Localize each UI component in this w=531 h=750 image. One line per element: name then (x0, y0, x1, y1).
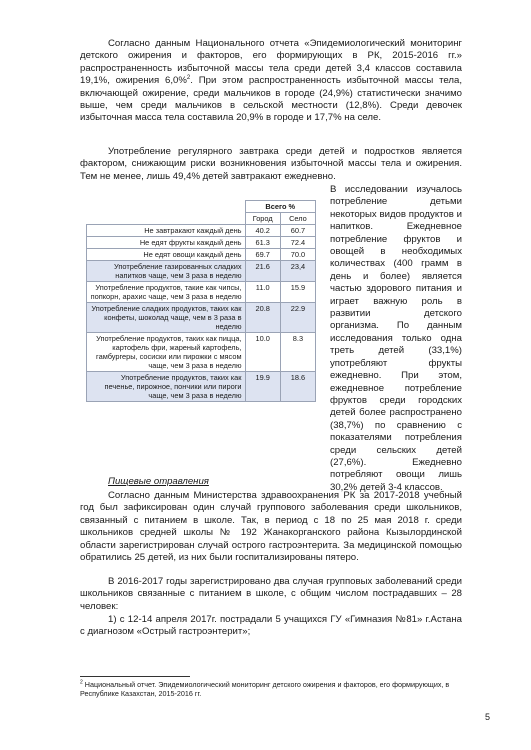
paragraph-case-1: 1) с 12-14 апреля 2017г. пострадали 5 учащихся ГУ «Гимназия №81» г.Астана с диагнозом «Острый гастроэнтерит»; (80, 614, 462, 638)
row-city-value: 69.7 (245, 249, 280, 261)
paragraph-2016-2017: В 2016-2017 годы зарегистрировано два случая групповых заболеваний среди школьников связанные с питанием в школе, с общим числом пострадавших – 28 человек: (80, 576, 462, 612)
paragraph-fruit-vegetables: В исследовании изучалось потребление детьми некоторых видов продуктов и напитков. Ежедневное потребление фруктов и овощей в необходимых количествах (400 грамм в день и более) является частью здорового питания и играет важную роль в развитии детского организма. По данным исследования только одна треть детей (33,1%) употребляют фрукты ежедневно. При этом, ежедневное потребление фруктов среди городских детей более распространено (38,7%) по сравнению с показателями потребления среди сельских детей (27,6%). Ежедневно потребляют овощи лишь 30,2% детей 3-4 классов. (330, 184, 462, 493)
row-village-value: 15.9 (280, 282, 315, 303)
table-row (87, 372, 316, 402)
row-label: Употребление газированных сладких напитков чаще, чем 3 раза в неделю (87, 261, 246, 282)
table-row (87, 261, 316, 282)
section-heading-food-poisoning: Пищевые отравления (108, 476, 209, 487)
row-label: Не едят фрукты каждый день (87, 237, 246, 249)
row-village-value: 8.3 (280, 333, 315, 372)
table-row (87, 225, 316, 237)
header-village: Село (280, 213, 315, 225)
page-number: 5 (485, 712, 491, 722)
header-total: Всего % (245, 201, 315, 213)
row-city-value: 11.0 (245, 282, 280, 303)
row-label: Употребление продуктов, таких как печенье, пирожное, пончики или пироги чаще, чем 3 раза в неделю (87, 372, 246, 402)
table-row (87, 237, 316, 249)
row-label: Употребление продуктов, такие как чипсы, попкорн, арахис чаще, чем 3 раза в неделю (87, 282, 246, 303)
paragraph-breakfast: Употребление регулярного завтрака среди детей и подростков является фактором, снижающим риски возникновения избыточной массы тела и ожирения. Тем не менее, лишь 49,4% детей завтракают ежедневно. (80, 146, 462, 182)
row-city-value: 61.3 (245, 237, 280, 249)
table-subheader-row (87, 213, 316, 225)
row-city-value: 40.2 (245, 225, 280, 237)
table-row (87, 333, 316, 372)
nutrition-table (86, 200, 316, 402)
header-city: Город (245, 213, 280, 225)
row-label: Употребление сладких продуктов, таких как конфеты, шоколад чаще, чем в 3 раза в неделю (87, 303, 246, 333)
row-city-value: 20.8 (245, 303, 280, 333)
row-village-value: 60.7 (280, 225, 315, 237)
footnote: $^2$ Национальный отчет. Эпидемиологический мониторинг детского ожирения и факторов, его формирующих, в Республике Казахстан, 2015-2016 гг. (80, 679, 450, 699)
row-village-value: 18.6 (280, 372, 315, 402)
row-city-value: 19.9 (245, 372, 280, 402)
row-village-value: 72.4 (280, 237, 315, 249)
row-village-value: 23,4 (280, 261, 315, 282)
footnote-divider (80, 676, 190, 677)
row-label: Не едят овощи каждый день (87, 249, 246, 261)
row-city-value: 21.6 (245, 261, 280, 282)
row-label: Не завтракают каждый день (87, 225, 246, 237)
row-village-value: 70.0 (280, 249, 315, 261)
table-row (87, 303, 316, 333)
row-city-value: 10.0 (245, 333, 280, 372)
table-row (87, 282, 316, 303)
table-header-row (87, 201, 316, 213)
row-village-value: 22.9 (280, 303, 315, 333)
row-label: Употребление продуктов, таких как пицца, картофель фри, жареный картофель, гамбургеры, сосиски или пирожки с мясом чаще, чем 3 раза в неделю (87, 333, 246, 372)
footnote-ref[interactable]: 2 (186, 75, 191, 82)
table-row (87, 249, 316, 261)
paragraph-ministry-data: Согласно данным Министерства здравоохранения РК за 2017-2018 учебный год был зафиксирован один случай группового заболевания среди школьников, связанный с питанием в школе. Так, в период с 18 по 25 мая 2018 г. среди школьников средней школы № 192 Жанакорганского района Кызылординской области зарегистрирован случай острого гастроэнтерита. За медицинской помощью обратились 25 детей, из них были госпитализированы пятеро. (80, 490, 462, 564)
paragraph-obesity-stats: Согласно данным Национального отчета «Эпидемиологический мониторинг детского ожирения и факторов, его формирующих в РК, 2015-2016 гг.» распространенность избыточной массы тела среди детей 3,4 классов составила 19,1%, ожирения 6,0%$^2$. При этом распространенность избыточной массы тела, включающей ожирение, среди мальчиков в городе (24,9%) статистически значимо выше, чем среди мальчиков в сельской местности (12,8%). Среди девочек избыточная масса тела составила 20,9% в городе и 17,7% на селе. (80, 38, 462, 124)
